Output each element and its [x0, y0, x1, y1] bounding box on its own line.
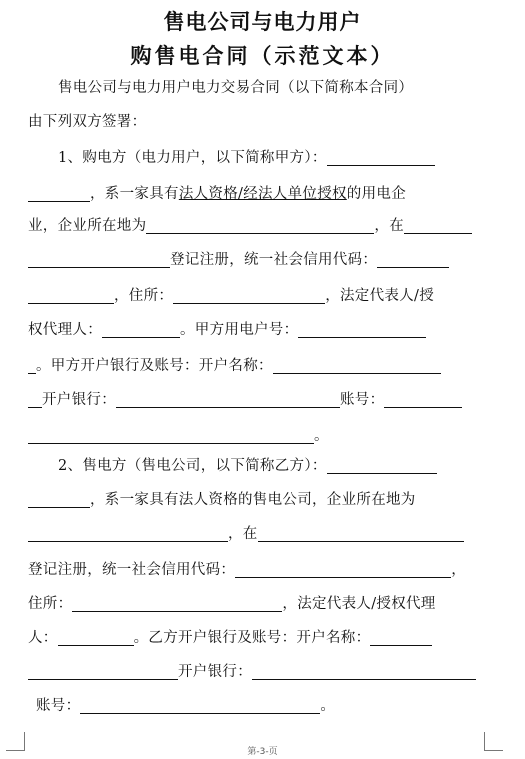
party-b-bank-account-label: 账号： [36, 698, 81, 714]
party-a-account-no-blank[interactable] [298, 319, 426, 338]
party-a-bank-name-label: 开户银行： [42, 392, 116, 408]
party-b-name-blank[interactable] [327, 455, 437, 474]
party-a-line-9 [28, 424, 490, 448]
party-b-registration-place-blank[interactable] [258, 523, 464, 542]
document-title-line-1: 售电公司与电力用户 [163, 9, 362, 34]
party-b-account-name-blank-cont[interactable] [28, 661, 178, 680]
party-a-text-2b: 的用电企 [346, 186, 406, 202]
party-b-representative-label: ，法定代表人/授权代理 [282, 596, 436, 612]
intro-text-1: 售电公司与电力用户电力交易合同（以下简称本合同） [58, 80, 414, 96]
party-a-address-blank[interactable] [173, 285, 325, 304]
party-b-credit-code-label: 登记注册，统一社会信用代码： [28, 562, 236, 578]
party-b-location-blank[interactable] [28, 523, 228, 542]
party-a-at-label: ，在 [374, 218, 405, 234]
party-a-heading: 1、购电方（电力用户，以下简称甲方）： [58, 150, 327, 166]
party-a-line-6 [28, 318, 490, 342]
party-a-bank-name-blank[interactable] [116, 389, 340, 408]
party-b-end-mark: 。 [320, 698, 336, 714]
party-b-agent-blank[interactable] [58, 627, 134, 646]
party-a-account-name-blank[interactable] [273, 355, 441, 374]
party-a-bank-account-label: 账号： [340, 392, 385, 408]
party-a-bank-label: 。甲方开户银行及账号：开户名称： [36, 358, 273, 374]
party-b-comma: ， [451, 562, 467, 578]
party-a-line-1 [28, 146, 520, 170]
document-title-line-2: 购售电合同（示范文本） [130, 43, 395, 68]
intro-text-2: 由下列双方签署： [28, 114, 147, 130]
party-a-line-8 [28, 388, 490, 412]
party-b-address-label: 住所： [28, 596, 73, 612]
party-a-name-blank-cont[interactable] [28, 183, 90, 202]
party-a-agent-blank[interactable] [102, 319, 180, 338]
party-a-line-3 [28, 214, 490, 238]
party-b-line-6 [28, 626, 490, 650]
party-a-qualification-underlined: 法人资格/经法人单位授权 [178, 186, 347, 202]
party-a-line-5 [28, 284, 490, 308]
page-number: 第-3-页 [247, 747, 278, 757]
party-b-line-3 [28, 522, 490, 546]
party-a-end-mark: 。 [314, 428, 329, 444]
party-a-representative-label: ，法定代表人/授 [325, 288, 434, 304]
party-b-line-2 [28, 488, 490, 512]
party-a-account-name-blank-cont[interactable] [28, 389, 42, 408]
party-a-line-7 [28, 354, 490, 378]
party-b-at-label: ，在 [228, 526, 258, 542]
party-b-heading: 2、售电方（售电公司，以下简称乙方）： [58, 458, 327, 474]
party-a-agent-label: 权代理人： [28, 322, 102, 338]
party-b-line-1 [28, 454, 520, 478]
party-b-account-name-blank[interactable] [370, 627, 432, 646]
party-b-agent-label: 人： [28, 630, 58, 646]
intro-paragraph-line-2 [28, 110, 490, 134]
party-b-credit-code-blank[interactable] [235, 559, 451, 578]
party-b-line-4 [28, 558, 490, 582]
party-a-location-label: 业，企业所在地为 [28, 218, 147, 234]
party-a-credit-code-label: 登记注册，统一社会信用代码： [170, 252, 378, 268]
party-a-address-label: ，住所： [114, 288, 174, 304]
party-b-text-2: ，系一家具有法人资格的售电公司，企业所在地为 [90, 492, 416, 508]
party-b-line-5 [28, 592, 490, 616]
party-a-registration-place-blank[interactable] [404, 215, 472, 234]
party-a-account-no-label: 。甲方用电户号： [180, 322, 299, 338]
party-a-line-2 [28, 182, 490, 206]
party-a-bank-account-blank[interactable] [384, 389, 462, 408]
party-a-account-no-blank-cont[interactable] [28, 355, 36, 374]
party-b-bank-account-blank[interactable] [80, 695, 320, 714]
party-b-name-blank-cont[interactable] [28, 489, 90, 508]
party-a-name-blank[interactable] [327, 147, 435, 166]
party-a-credit-code-blank-cont[interactable] [28, 285, 114, 304]
party-b-line-7 [28, 660, 490, 684]
party-b-bank-label: 。乙方开户银行及账号：开户名称： [133, 630, 371, 646]
party-a-registration-place-blank-cont[interactable] [28, 249, 170, 268]
party-a-bank-account-blank-cont[interactable] [28, 425, 314, 444]
party-b-address-blank[interactable] [72, 593, 282, 612]
party-b-bank-name-blank[interactable] [252, 661, 476, 680]
party-a-text-2a: ，系一家具有 [90, 186, 179, 202]
party-a-line-4 [28, 248, 490, 272]
party-b-bank-name-label: 开户银行： [178, 664, 252, 680]
party-a-credit-code-blank[interactable] [377, 249, 449, 268]
party-a-location-blank[interactable] [146, 215, 374, 234]
intro-paragraph-line-1 [28, 76, 520, 100]
party-b-line-8 [28, 694, 498, 718]
